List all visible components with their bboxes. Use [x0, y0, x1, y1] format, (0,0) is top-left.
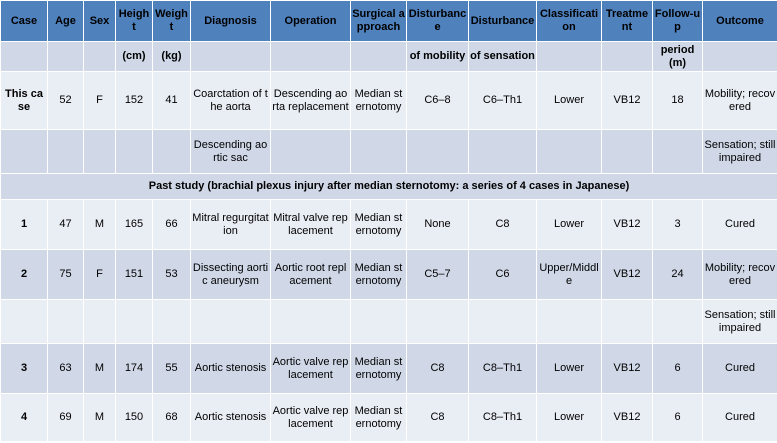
case-id: 1: [1, 200, 48, 250]
table-cell: [153, 130, 191, 174]
approach-cell: Median sternotomy: [351, 72, 407, 130]
mobility-cell: C8: [407, 344, 469, 394]
approach-cell: Median sternotomy: [351, 344, 407, 394]
header-diagnosis: Diagnosis: [191, 1, 271, 42]
table-cell: [703, 42, 777, 72]
header-height: Height: [116, 1, 153, 42]
table-cell: [602, 300, 653, 344]
followup-cell: 6: [653, 344, 703, 394]
subheader-sensation: of sensation: [469, 42, 537, 72]
header-followup: Follow-up: [653, 1, 703, 42]
table-cell: [407, 300, 469, 344]
classification-cell: Upper/Middle: [537, 250, 602, 300]
sex-cell: M: [84, 344, 116, 394]
approach-cell: Median sternotomy: [351, 394, 407, 442]
table-cell: [1, 300, 48, 344]
weight-cell: 68: [153, 394, 191, 442]
table-cell: [602, 42, 653, 72]
table-cell: [537, 300, 602, 344]
weight-cell: 66: [153, 200, 191, 250]
outcome-cell: Cured: [703, 344, 777, 394]
age-cell: 69: [48, 394, 84, 442]
age-cell: 47: [48, 200, 84, 250]
header-weight: Weight: [153, 1, 191, 42]
case-id: This case: [1, 72, 48, 130]
sensation-cell: C6: [469, 250, 537, 300]
outcome-cell: Sensation; still impaired: [703, 300, 777, 344]
past-study-title-row: [1, 174, 777, 200]
sensation-cell: C6–Th1: [469, 72, 537, 130]
table-cell: [1, 130, 48, 174]
sensation-cell: C8: [469, 200, 537, 250]
weight-cell: 55: [153, 344, 191, 394]
sensation-cell: C8–Th1: [469, 344, 537, 394]
table-cell: [351, 130, 407, 174]
approach-cell: Median sternotomy: [351, 250, 407, 300]
followup-cell: 18: [653, 72, 703, 130]
case-id: 4: [1, 394, 48, 442]
case-id: 3: [1, 344, 48, 394]
table-cell: [271, 300, 351, 344]
header-operation: Operation: [271, 1, 351, 42]
outcome-cell: Sensation; still impaired: [703, 130, 777, 174]
table-cell: [1, 42, 48, 72]
subheader-mobility: of mobility: [407, 42, 469, 72]
subheader-weight-unit: (kg): [153, 42, 191, 72]
classification-cell: Lower: [537, 344, 602, 394]
treatment-cell: VB12: [602, 72, 653, 130]
table-cell: [84, 300, 116, 344]
mobility-cell: None: [407, 200, 469, 250]
table-cell: [653, 130, 703, 174]
mobility-cell: C6–8: [407, 72, 469, 130]
this-case-row: [1, 72, 777, 130]
height-cell: 150: [116, 394, 153, 442]
treatment-cell: VB12: [602, 394, 653, 442]
subheader-row: [1, 42, 777, 72]
table-row: [1, 344, 777, 394]
header-disturbance-sensation: Disturbance: [469, 1, 537, 42]
weight-cell: 53: [153, 250, 191, 300]
operation-cell: Descending aorta replacement: [271, 72, 351, 130]
table-cell: [537, 42, 602, 72]
height-cell: 152: [116, 72, 153, 130]
age-cell: 63: [48, 344, 84, 394]
sex-cell: M: [84, 394, 116, 442]
table-cell: [153, 300, 191, 344]
age-cell: 52: [48, 72, 84, 130]
sex-cell: M: [84, 200, 116, 250]
diagnosis-cell: Dissecting aortic aneurysm: [191, 250, 271, 300]
classification-cell: Lower: [537, 394, 602, 442]
classification-cell: Lower: [537, 72, 602, 130]
header-disturbance-mobility: Disturbance: [407, 1, 469, 42]
outcome-cell: Cured: [703, 394, 777, 442]
table-cell: [116, 130, 153, 174]
table-cell: [84, 130, 116, 174]
header-row: [1, 1, 777, 42]
table-cell: [351, 42, 407, 72]
header-treatment: Treatment: [602, 1, 653, 42]
operation-cell: Aortic root replacement: [271, 250, 351, 300]
table-cell: [48, 300, 84, 344]
table-cell: [407, 130, 469, 174]
header-classification: Classification: [537, 1, 602, 42]
operation-cell: Mitral valve replacement: [271, 200, 351, 250]
age-cell: 75: [48, 250, 84, 300]
subheader-height-unit: (cm): [116, 42, 153, 72]
operation-cell: Aortic valve replacement: [271, 344, 351, 394]
diagnosis-cell: Coarctation of the aorta: [191, 72, 271, 130]
height-cell: 174: [116, 344, 153, 394]
weight-cell: 41: [153, 72, 191, 130]
case-id: 2: [1, 250, 48, 300]
header-outcome: Outcome: [703, 1, 777, 42]
sex-cell: F: [84, 72, 116, 130]
sex-cell: F: [84, 250, 116, 300]
table-cell: [191, 300, 271, 344]
diagnosis-cell: Mitral regurgitation: [191, 200, 271, 250]
table-cell: [48, 42, 84, 72]
approach-cell: Median sternotomy: [351, 200, 407, 250]
table-cell: [351, 300, 407, 344]
outcome-cell: Mobility; recovered: [703, 72, 777, 130]
header-sex: Sex: [84, 1, 116, 42]
table-row: [1, 250, 777, 300]
table-row: [1, 394, 777, 442]
table-cell: [191, 42, 271, 72]
treatment-cell: VB12: [602, 200, 653, 250]
treatment-cell: VB12: [602, 344, 653, 394]
diagnosis-cell: Aortic stenosis: [191, 344, 271, 394]
table-cell: [537, 130, 602, 174]
subheader-period: period (m): [653, 42, 703, 72]
followup-cell: 24: [653, 250, 703, 300]
table-cell: [48, 130, 84, 174]
treatment-cell: VB12: [602, 250, 653, 300]
header-age: Age: [48, 1, 84, 42]
table-row: [1, 300, 777, 344]
classification-cell: Lower: [537, 200, 602, 250]
followup-cell: 3: [653, 200, 703, 250]
mobility-cell: C5–7: [407, 250, 469, 300]
table-cell: [271, 42, 351, 72]
table-cell: [116, 300, 153, 344]
header-surgical-approach: Surgical approach: [351, 1, 407, 42]
table-cell: [271, 130, 351, 174]
followup-cell: 6: [653, 394, 703, 442]
table-cell: [602, 130, 653, 174]
table-cell: [469, 300, 537, 344]
table-cell: [653, 300, 703, 344]
outcome-cell: Cured: [703, 200, 777, 250]
table-cell: [469, 130, 537, 174]
height-cell: 151: [116, 250, 153, 300]
table-cell: [84, 42, 116, 72]
operation-cell: Aortic valve replacement: [271, 394, 351, 442]
sensation-cell: C8–Th1: [469, 394, 537, 442]
mobility-cell: C8: [407, 394, 469, 442]
header-case: Case: [1, 1, 48, 42]
outcome-cell: Mobility; recovered: [703, 250, 777, 300]
this-case-extra-row: [1, 130, 777, 174]
diagnosis-cell: Descending aortic sac: [191, 130, 271, 174]
past-study-title: Past study (brachial plexus injury after median sternotomy: a series of 4 cases in Japanese): [1, 174, 777, 200]
diagnosis-cell: Aortic stenosis: [191, 394, 271, 442]
height-cell: 165: [116, 200, 153, 250]
table-row: [1, 200, 777, 250]
